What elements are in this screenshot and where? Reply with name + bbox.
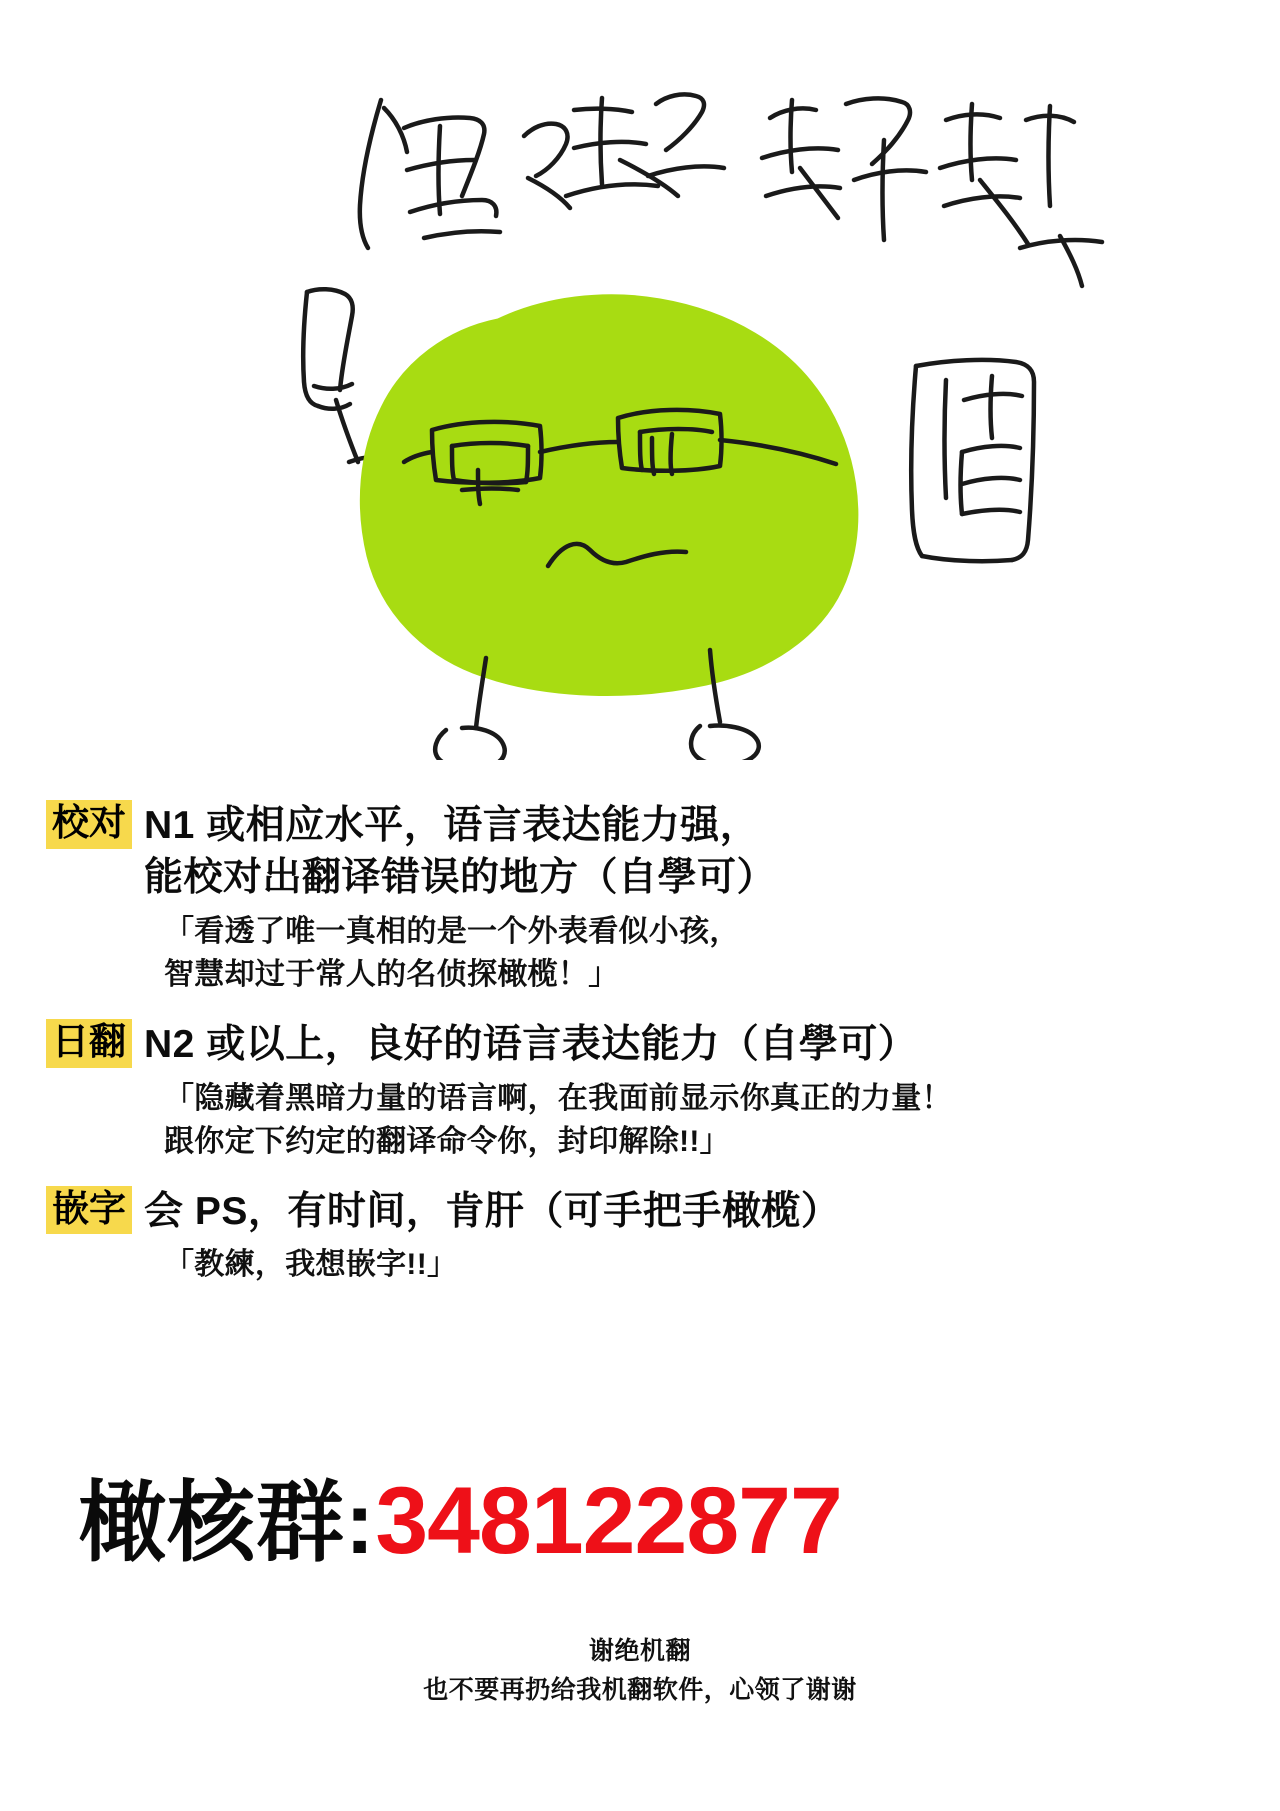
handwritten-title-strokes-2 [524, 94, 724, 208]
right-sign-board [911, 360, 1034, 561]
footer-line-1: 谢绝机翻 [588, 1637, 691, 1665]
recruit-entry-typeset [46, 1186, 1246, 1287]
handwritten-title-strokes-3 [762, 98, 926, 240]
role-tag-translate: 日翻 [46, 1019, 132, 1068]
group-number: 348122877 [375, 1468, 842, 1574]
mascot-illustration [0, 0, 1280, 760]
quote-line-2: 智慧却过于常人的名侦探橄榄！」 [164, 958, 619, 992]
quote-line-1: 「教練，我想嵌字!!」 [164, 1248, 458, 1282]
group-contact-line [78, 1468, 842, 1574]
quote-line-2: 跟你定下约定的翻译命令你，封印解除!!」 [164, 1125, 730, 1159]
recruit-entry-translate [46, 1019, 1246, 1164]
quote-line-1: 「隐藏着黑暗力量的语言啊，在我面前显示你真正的力量！ [164, 1081, 952, 1115]
requirement-text-typeset: 会 PS，有时间，肯肝（可手把手橄榄） [144, 1189, 841, 1233]
requirement-text-translate: N2 或以上，良好的语言表达能力（自學可） [144, 1022, 918, 1066]
recruit-entry-proofread [46, 800, 1246, 997]
recruit-entry-header [46, 800, 1246, 904]
quote-text-proofread [164, 910, 1246, 997]
recruitment-list [46, 800, 1246, 1309]
group-label: 橄核群: [78, 1473, 376, 1572]
handwritten-title-strokes-4 [940, 104, 1102, 286]
footer-note [0, 1632, 1280, 1710]
recruit-entry-header [46, 1186, 1246, 1238]
quote-line-1: 「看透了唯一真相的是一个外表看似小孩， [164, 914, 740, 948]
recruit-entry-header [46, 1019, 1246, 1071]
mascot-body [361, 296, 856, 695]
handwritten-title-strokes [360, 100, 500, 248]
role-tag-proofread: 校对 [46, 800, 132, 849]
role-tag-typeset: 嵌字 [46, 1186, 132, 1235]
quote-text-translate [164, 1077, 1246, 1164]
footer-line-2: 也不要再扔给我机翻软件，心领了谢谢 [423, 1675, 857, 1704]
requirement-text-proofread [144, 800, 776, 904]
quote-text-typeset [164, 1243, 1246, 1287]
requirement-line-1: N1 或相应水平，语言表达能力强， [144, 804, 760, 847]
requirement-line-2: 能校对出翻译错误的地方（自學可） [144, 855, 777, 899]
